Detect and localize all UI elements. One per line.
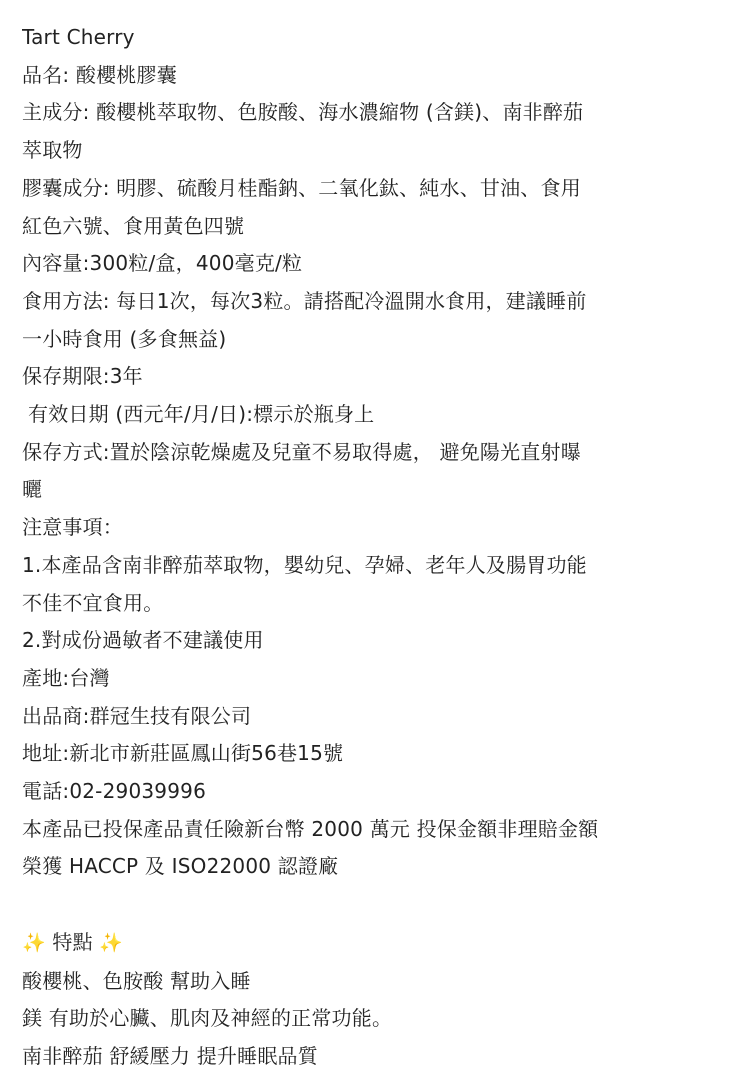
insurance-note: 本產品已投保產品責任險新台幣 2000 萬元 投保金額非理賠金額 <box>22 816 599 841</box>
sparkles-icon: ✨ <box>22 931 46 954</box>
storage-method-line-1: 保存方式:置於陰涼乾燥處及兒童不易取得處， 避免陽光直射曝 <box>22 439 581 464</box>
usage-directions-line-1: 食用方法: 每日1次，每次3粒。請搭配冷溫開水食用，建議睡前 <box>22 288 587 313</box>
contents-quantity: 內容量:300粒/盒，400毫克/粒 <box>22 251 303 276</box>
feature-item: 鎂 有助於心臟、肌肉及神經的正常功能。 <box>22 1006 393 1031</box>
manufacturer: 出品商:群冠生技有限公司 <box>22 703 252 728</box>
precautions-heading: 注意事項： <box>22 515 123 540</box>
feature-item: 南非醉茄 舒緩壓力 提升睡眠品質 <box>22 1043 318 1068</box>
main-ingredients-line-2: 萃取物 <box>22 138 83 163</box>
shelf-life: 保存期限:3年 <box>22 364 143 389</box>
main-ingredients-line-1: 主成分: 酸櫻桃萃取物、色胺酸、海水濃縮物 (含鎂)、南非醉茄 <box>22 100 584 125</box>
storage-method-line-2: 曬 <box>22 477 43 502</box>
feature-item: 酸櫻桃、色胺酸 幫助入睡 <box>22 968 251 993</box>
product-name-english: Tart Cherry <box>22 25 135 49</box>
expiry-date-note: 有效日期 (西元年/月/日):標示於瓶身上 <box>28 402 375 427</box>
sparkles-icon: ✨ <box>99 931 124 954</box>
capsule-ingredients-line-2: 紅色六號、食用黃色四號 <box>22 213 245 238</box>
features-title: 特點 <box>52 929 93 954</box>
address: 地址:新北市新莊區鳳山街56巷15號 <box>22 741 344 766</box>
capsule-ingredients-line-1: 膠囊成分: 明膠、硫酸月桂酯鈉、二氧化鈦、純水、甘油、食用 <box>22 175 581 200</box>
precaution-1-line-2: 不佳不宜食用。 <box>22 590 164 615</box>
usage-directions-line-2: 一小時食用 (多食無益) <box>22 326 227 351</box>
features-heading <box>22 924 710 963</box>
precaution-2: 2.對成份過敏者不建議使用 <box>22 628 264 653</box>
product-name: 品名: 酸櫻桃膠囊 <box>22 62 177 87</box>
phone: 電話:02-29039996 <box>22 779 207 804</box>
origin: 產地:台灣 <box>22 665 110 690</box>
spacer <box>22 886 710 924</box>
certification-note: 榮獲 HACCP 及 ISO22000 認證廠 <box>22 854 339 879</box>
precaution-1-line-1: 1.本產品含南非醉茄萃取物，嬰幼兒、孕婦、老年人及腸胃功能 <box>22 552 587 577</box>
